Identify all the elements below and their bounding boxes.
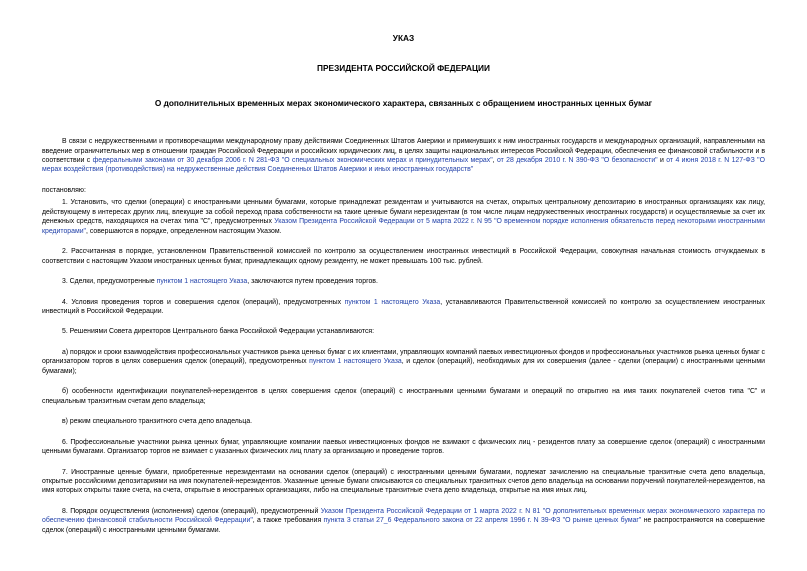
federal-law-390-link[interactable]: от 28 декабря 2010 г. N 390-ФЗ "О безопасности" xyxy=(496,156,658,164)
clause-1-text-2: , совершаются в порядке, определенном настоящим Указом. xyxy=(86,227,282,235)
clause-4-paragraph xyxy=(42,298,765,317)
clause-3-text-2: , заключаются путем проведения торгов. xyxy=(247,278,378,286)
preamble-paragraph xyxy=(42,137,765,175)
issuer-title: ПРЕЗИДЕНТА РОССИЙСКОЙ ФЕДЕРАЦИИ xyxy=(317,63,490,74)
clause-1-reference-link[interactable]: пунктом 1 настоящего Указа xyxy=(156,278,248,286)
clause-4-text-2: , устанавливаются Правительственной комиссией по контролю за осуществлением иностранных инвестиций в Российской Федерации. xyxy=(42,298,765,315)
clause-8-text-2: , а также требования xyxy=(252,517,324,525)
clause-5a-text-2: , и сделок (операций), необходимых для их совершения (далее - сделки (операции) с иностранными ценными бумагами); xyxy=(42,358,765,375)
clause-2-paragraph: 2. Рассчитанная в порядке, установленном Правительственной комиссией по контролю за осуществлением иностранных инвестиций в Российской Федерации, совокупная начальная стоимость отчуждаемых в соответствии с настоящим Указом иностранных ценных бумаг, принадлежащих одному резиденту, не может превышать 100 тыс. рублей. xyxy=(42,248,765,265)
clause-5b-paragraph: б) особенности идентификации покупателей-нерезидентов в целях совершения сделок (операций) с иностранными ценными бумагами и операций по открытию на имя таких покупателей счетов типа "С" и специальным транзитным счетам депо владельца; xyxy=(42,388,765,405)
clause-8-text-1: 8. Порядок осуществления (исполнения) сделок (операций), предусмотренный xyxy=(62,507,321,515)
clause-5a-text-1: а) порядок и сроки взаимодействия профессиональных участников рынка ценных бумаг с их клиентами, управляющих компаний паевых инвестиционных фондов и профессиональных участников рынка ценных бумаг с организатором торгов в целях совершения сделок (операций), предусмотренных xyxy=(42,348,765,366)
clause-3-paragraph xyxy=(42,277,765,286)
clause-1-reference-link[interactable]: пунктом 1 настоящего Указа xyxy=(309,358,402,366)
clause-1-reference-link[interactable]: пунктом 1 настоящего Указа xyxy=(344,298,441,306)
decree-81-link[interactable]: Указом Президента Российской Федерации от 1 марта 2022 г. N 81 "О дополнительных временных мерах экономического характера по обеспечению финансовой стабильности Российской Федерации" xyxy=(42,507,765,525)
preamble-text-3: и xyxy=(657,156,667,164)
clause-1-text-1: 1. Установить, что сделки (операции) с иностранными ценными бумагами, которые принадлежат резидентам и учитываются на счетах, открытых центральному депозитарию в иностранных организациях как лицу, действующему в интересах других лиц, влекущие за собой переход права собственности на такие ценные бумаги нерезидентам (в том числе лицам недружественных иностранных государств) и осуществляемые за счет их денежных средств, находящихся на счетах типа "С", предусмотренных xyxy=(42,199,765,226)
decree-95-link[interactable]: Указом Президента Российской Федерации от 5 марта 2022 г. N 95 "О временном порядке исполнения обязательств перед некоторыми иностранными кредиторами" xyxy=(42,218,765,235)
clause-5-paragraph: 5. Решениями Совета директоров Центрального банка Российской Федерации устанавливаются: xyxy=(62,328,375,336)
clause-5c-paragraph: в) режим специального транзитного счета депо владельца. xyxy=(62,418,253,426)
clause-1-paragraph xyxy=(42,198,765,236)
clause-6-paragraph: 6. Профессиональные участники рынка ценных бумаг, управляющие компании паевых инвестиционных фондов не взимают с физических лиц - резидентов плату за совершение сделок (операций) с иностранными ценными бумагами. Организатор торгов не взимает с указанных физических лиц плату за организацию и проведение торгов. xyxy=(42,438,765,456)
preamble-text-1: В связи с недружественными и противоречащими международному праву действиями Соединенных Штатов Америки и примкнувших к ним иностранных государств и международных организаций, направленными на введение ограничительных мер в отношении граждан Российской Федерации и российских юридических лиц, в целях защиты национальных интересов Российской Федерации, обеспечения ее финансовой стабильности и в соответствии с xyxy=(42,138,765,164)
clause-4-text-1: 4. Условия проведения торгов и совершения сделок (операций), предусмотренных xyxy=(62,298,345,306)
federal-law-281-link[interactable]: федеральными законами от 30 декабря 2006 г. N 281-ФЗ "О специальных экономических мерах и принудительных мерах" xyxy=(92,156,493,164)
clause-8-paragraph xyxy=(42,507,765,535)
decree-word: постановляю: xyxy=(42,186,86,194)
document-type-title: УКАЗ xyxy=(392,33,415,43)
clause-7-paragraph: 7. Иностранные ценные бумаги, приобретенные нерезидентами на основании сделок (операций) с иностранными ценными бумагами, подлежат зачислению на специальные транзитные счета депо владельца, открытые российскими депозитариями на имя покупателей-нерезидентов. Указанные ценные бумаги списываются со специальных транзитных счетов депо владельца на основании поручений покупателей-нерезидентов, на имя которых открыты такие счета, на счета, открытые в иностранных организациях, либо на специальные транзитные счета депо владельца, открытые на имя иных лиц. xyxy=(42,468,765,495)
federal-law-127-link[interactable]: от 4 июня 2018 г. N 127-ФЗ "О мерах воздействия (противодействия) на недружественные действия Соединенных Штатов Америки и иных иностранных государств" xyxy=(42,156,765,174)
clause-8-text-3: не распространяются на совершение сделок (операций) с иностранными ценными бумагами. xyxy=(42,517,765,534)
clause-3-text-1: 3. Сделки, предусмотренные xyxy=(62,278,157,286)
clause-5a-paragraph xyxy=(42,348,765,376)
preamble-text-2: , xyxy=(492,156,497,164)
document-subject-title: О дополнительных временных мерах экономического характера, связанных с обращением иностранных ценных бумаг xyxy=(154,97,653,108)
federal-law-39-link[interactable]: пункта 3 статьи 27_6 Федерального закона от 22 апреля 1996 г. N 39-ФЗ "О рынке ценных бумаг" xyxy=(323,517,642,525)
